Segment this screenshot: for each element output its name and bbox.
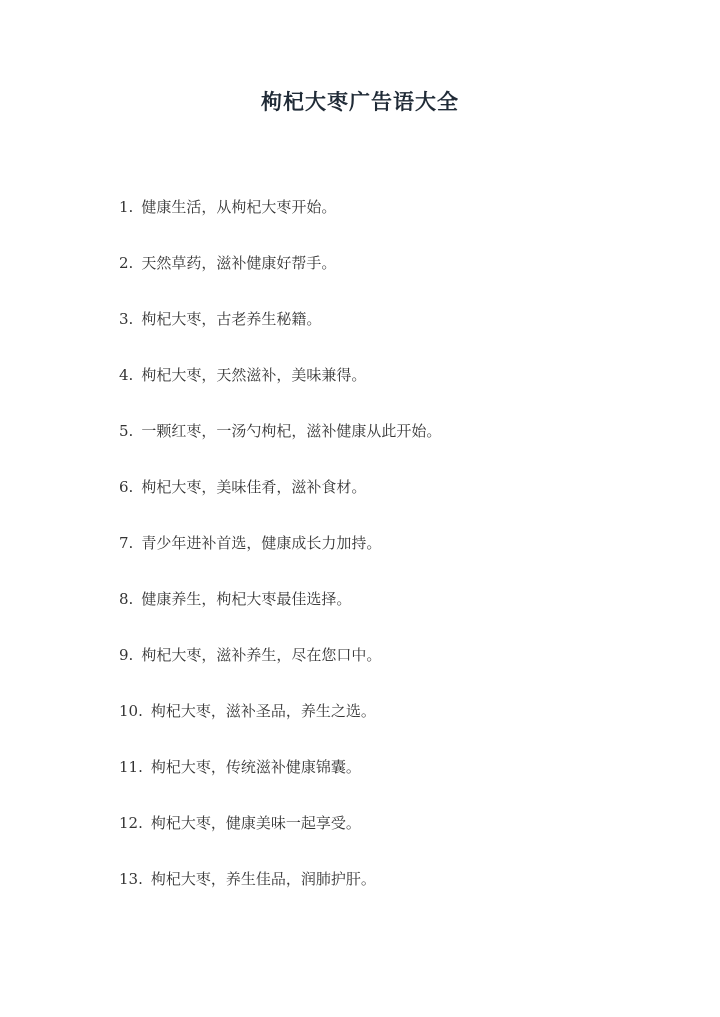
list-item (119, 809, 441, 865)
item-number: 11. (119, 758, 143, 776)
item-text: 一颗红枣，一汤勺枸杞，滋补健康从此开始。 (141, 422, 442, 440)
item-number: 4. (119, 366, 134, 384)
item-number: 3. (119, 310, 134, 328)
item-number: 6. (119, 478, 134, 496)
item-text: 青少年进补首选，健康成长力加持。 (141, 534, 382, 552)
item-text: 枸杞大枣，天然滋补，美味兼得。 (141, 366, 367, 384)
item-number: 5. (119, 422, 134, 440)
list-item (119, 697, 441, 753)
item-number: 10. (119, 702, 143, 720)
item-text: 天然草药，滋补健康好帮手。 (141, 254, 337, 272)
list-item (119, 641, 441, 697)
list-item (119, 249, 441, 305)
item-number: 12. (119, 814, 143, 832)
list-item (119, 193, 441, 249)
item-number: 1. (119, 198, 134, 216)
list-item (119, 529, 441, 585)
page-title: 枸杞大枣广告语大全 (261, 89, 459, 114)
item-text: 枸杞大枣，滋补养生，尽在您口中。 (141, 646, 382, 664)
item-number: 9. (119, 646, 134, 664)
item-text: 枸杞大枣，古老养生秘籍。 (141, 310, 322, 328)
item-number: 8. (119, 590, 134, 608)
item-number: 13. (119, 870, 143, 888)
item-text: 枸杞大枣，健康美味一起享受。 (150, 814, 361, 832)
list-item (119, 585, 441, 641)
list-item (119, 753, 441, 809)
list-item (119, 417, 441, 473)
list-item (119, 865, 441, 921)
item-text: 枸杞大枣，传统滋补健康锦囊。 (150, 758, 361, 776)
slogan-list (119, 193, 441, 921)
item-number: 7. (119, 534, 134, 552)
item-number: 2. (119, 254, 134, 272)
list-item (119, 473, 441, 529)
item-text: 枸杞大枣，养生佳品，润肺护肝。 (150, 870, 376, 888)
item-text: 健康生活，从枸杞大枣开始。 (141, 198, 337, 216)
item-text: 健康养生，枸杞大枣最佳选择。 (141, 590, 352, 608)
item-text: 枸杞大枣，滋补圣品，养生之选。 (150, 702, 376, 720)
list-item (119, 305, 441, 361)
list-item (119, 361, 441, 417)
item-text: 枸杞大枣，美味佳肴，滋补食材。 (141, 478, 367, 496)
